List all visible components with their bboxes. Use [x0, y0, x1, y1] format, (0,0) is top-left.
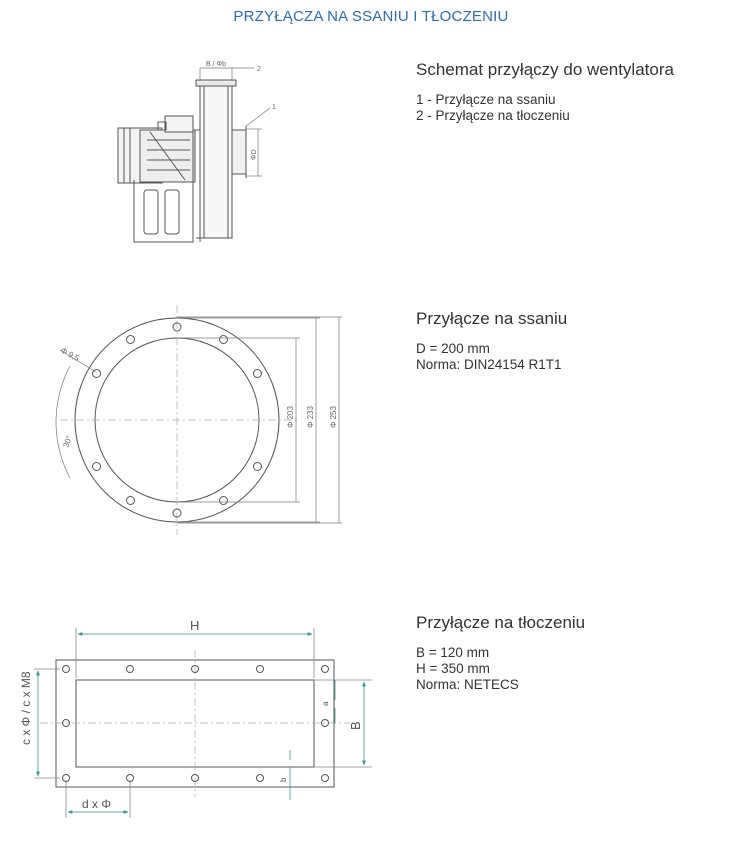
a-label: a	[321, 701, 330, 706]
schema-heading: Schemat przyłączy do wentylatora	[416, 60, 674, 79]
discharge-flange-drawing	[40, 650, 350, 797]
hole-dia-label: Φ 9,5	[59, 345, 81, 364]
d-label: d x Φ	[82, 797, 111, 811]
suction-flange-drawing	[60, 305, 300, 535]
fan-callout-2: 2	[257, 66, 261, 73]
discharge-line-2: H = 350 mm	[416, 661, 490, 676]
dim-233: Φ 233	[306, 406, 315, 428]
page-title: PRZYŁĄCZA NA SSANIU I TŁOCZENIU	[233, 8, 509, 25]
suction-line-1: D = 200 mm	[416, 341, 490, 356]
b-small-label: b	[279, 777, 288, 782]
schema-line-1: 1 - Przyłącze na ssaniu	[416, 92, 556, 107]
dim-253: Φ 253	[329, 406, 338, 428]
c-label: c x Φ / c x M8	[19, 671, 33, 745]
discharge-line-3: Norma: NETECS	[416, 677, 519, 692]
fan-label-d: ΦD	[251, 149, 258, 160]
h-label: H	[190, 618, 200, 633]
fan-label-top: B / Φb	[206, 61, 226, 68]
b-label: B	[348, 721, 363, 730]
suction-line-2: Norma: DIN24154 R1T1	[416, 357, 562, 372]
schema-line-2: 2 - Przyłącze na tłoczeniu	[416, 108, 570, 123]
suction-heading: Przyłącze na ssaniu	[416, 309, 568, 328]
dim-203: Φ 203	[286, 406, 295, 428]
fan-callout-1: 1	[272, 104, 276, 111]
angle-label: 30°	[61, 434, 75, 449]
rect-bolt-holes	[63, 666, 329, 782]
fan-drawing	[118, 80, 246, 242]
discharge-line-1: B = 120 mm	[416, 645, 490, 660]
discharge-heading: Przyłącze na tłoczeniu	[416, 613, 586, 632]
